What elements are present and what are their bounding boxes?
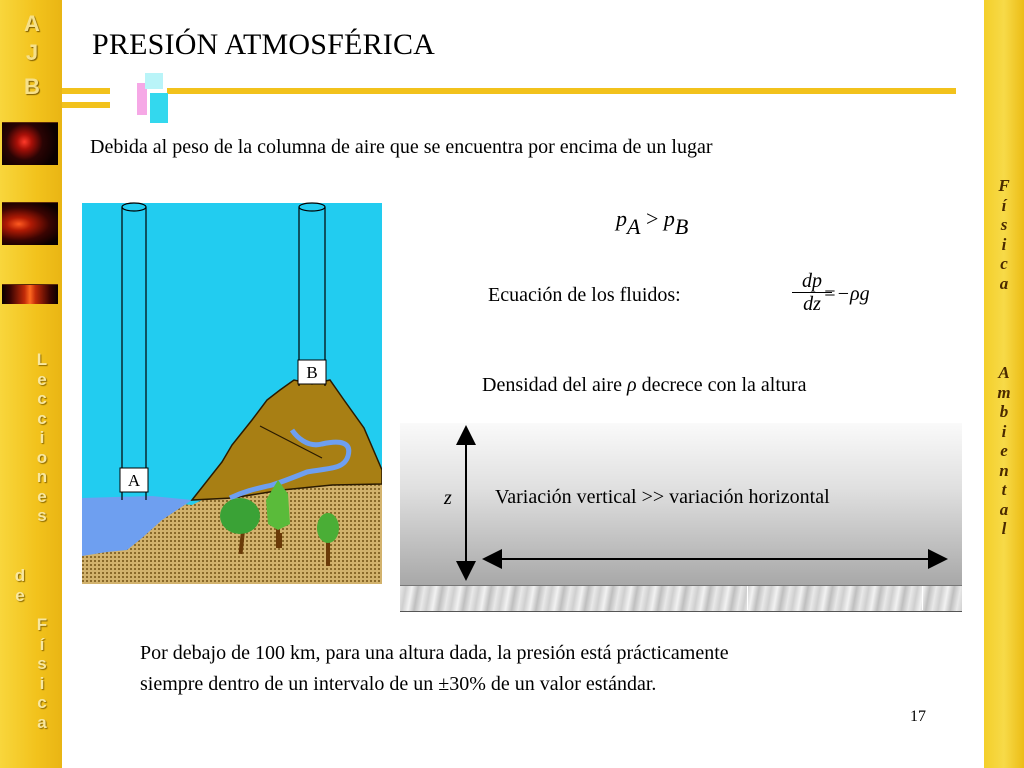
inequality-sub-a: A — [627, 214, 641, 239]
left-vertical-lecciones-letter: c — [37, 389, 47, 408]
right-vertical-fisica-letter: c — [1000, 254, 1008, 273]
density-text-before: Densidad del aire — [482, 374, 622, 396]
right-vertical-fisica-letter: F — [998, 176, 1010, 195]
right-vertical-ambiental-letter: m — [997, 382, 1011, 402]
thumbnail-image-3 — [2, 284, 58, 304]
axis-label-z: z — [444, 487, 452, 509]
inequality-p-a: p — [616, 206, 627, 231]
bottom-paragraph-line-1: Por debajo de 100 km, para una altura dada, la presión está prácticamente — [140, 642, 729, 664]
right-vertical-fisica-letter: a — [999, 273, 1009, 293]
left-vertical-lecciones-letter: L — [36, 350, 48, 369]
left-vertical-lecciones-letter: o — [36, 447, 48, 467]
left-vertical-de-letter: d — [14, 566, 26, 585]
equation-rhs: =−ρg — [823, 283, 870, 305]
variation-statement: Variación vertical >> variación horizontal — [495, 486, 830, 508]
left-vertical-lecciones-letter: c — [37, 408, 47, 428]
logo-letter-b: B — [24, 74, 40, 99]
ground-surface-strip — [400, 585, 962, 612]
right-vertical-ambiental-letter: A — [998, 363, 1010, 382]
left-vertical-lecciones-letter: i — [39, 428, 45, 447]
left-sidebar — [0, 0, 62, 768]
right-vertical-fisica-letter: i — [1001, 234, 1007, 254]
column-b-label: B — [306, 363, 318, 382]
left-vertical-fisica-letter: í — [39, 634, 45, 654]
pressure-inequality — [616, 206, 689, 239]
title-rule-left-1 — [62, 88, 110, 94]
atmospheric-columns-illustration — [82, 200, 382, 584]
title-rule-right — [167, 88, 956, 94]
surface-divider-1 — [747, 586, 748, 610]
density-statement — [482, 374, 806, 397]
slide-title: PRESIÓN ATMOSFÉRICA — [92, 28, 436, 61]
left-vertical-fisica-letter: s — [37, 654, 47, 673]
right-vertical-ambiental-letter: b — [999, 402, 1009, 421]
page-number: 17 — [910, 708, 926, 725]
inequality-p-b: p — [663, 206, 675, 231]
logo-letter-a: A — [24, 11, 40, 36]
density-symbol: ρ — [626, 374, 637, 396]
left-vertical-lecciones-letter: s — [37, 506, 47, 525]
surface-divider-2 — [922, 586, 923, 610]
right-vertical-ambiental-letter: e — [1000, 441, 1008, 460]
right-vertical-fisica-letter: s — [1000, 215, 1008, 234]
equation-denominator: dz — [803, 293, 821, 315]
left-vertical-fisica-letter: c — [37, 693, 47, 712]
left-vertical-lecciones — [32, 350, 52, 526]
left-vertical-lecciones-letter: n — [36, 467, 48, 486]
left-vertical-lecciones-letter: e — [37, 486, 47, 506]
inequality-operator: > — [645, 206, 659, 231]
right-vertical-ambiental — [984, 363, 1024, 539]
title-rule-left-2 — [62, 102, 110, 108]
slide-subtitle: Debida al peso de la columna de aire que se encuentra por encima de un lugar — [90, 136, 713, 158]
right-vertical-ambiental-letter: a — [999, 499, 1009, 519]
tree-crown-3 — [220, 498, 260, 534]
left-vertical-de-letter: e — [15, 585, 25, 605]
density-text-after: decrece con la altura — [641, 374, 807, 396]
thumbnail-image-2 — [2, 202, 58, 245]
right-vertical-ambiental-letter: i — [1001, 421, 1007, 441]
bottom-paragraph-line-2: siempre dentro de un intervalo de un ±30% de un valor estándar. — [140, 673, 657, 695]
title-accent-lightcyan — [145, 73, 163, 89]
equation-numerator: dp — [792, 270, 832, 293]
right-vertical-ambiental-letter: t — [1001, 480, 1007, 499]
fluid-equation-label: Ecuación de los fluidos: — [488, 284, 681, 306]
right-vertical-fisica — [984, 176, 1024, 293]
title-accent-cyan — [150, 93, 168, 123]
column-a-label: A — [127, 471, 141, 490]
left-vertical-fisica — [32, 615, 52, 732]
right-vertical-fisica-letter: í — [1001, 195, 1007, 215]
right-vertical-ambiental-letter: n — [999, 460, 1009, 480]
left-vertical-fisica-letter: F — [36, 615, 48, 634]
tree-crown-4 — [317, 513, 339, 543]
tree-trunk-2 — [278, 533, 282, 548]
left-vertical-lecciones-letter: e — [37, 369, 47, 389]
right-vertical-ambiental-letter: l — [1001, 519, 1007, 538]
left-vertical-fisica-letter: i — [39, 673, 45, 693]
left-vertical-de — [10, 566, 30, 605]
inequality-sub-b: B — [674, 214, 689, 239]
logo-letter-j: J — [25, 40, 39, 65]
thumbnail-image-1 — [2, 122, 58, 165]
left-vertical-fisica-letter: a — [37, 712, 47, 732]
